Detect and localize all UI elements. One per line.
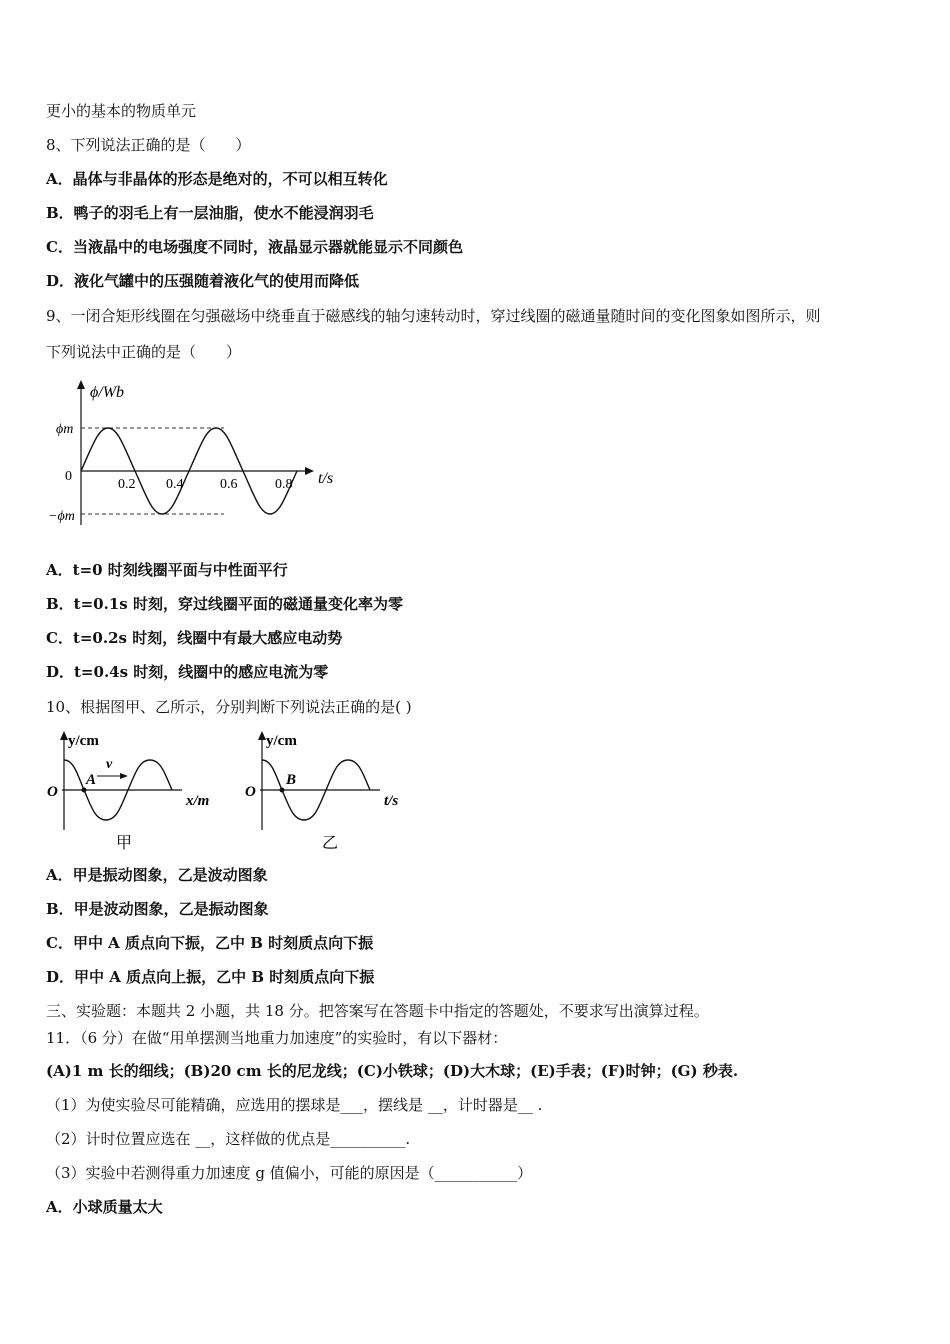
question-8-option-a: A．晶体与非晶体的形态是绝对的，不可以相互转化 [46, 170, 388, 188]
tick-label-0.8: 0.8 [275, 477, 293, 492]
question-11-materials: (A)1 m 长的细线；(B)20 cm 长的尼龙线；(C)小铁球；(D)大木球；(E)手表；(F)时钟；(G) 秒表. [46, 1062, 739, 1080]
caption-yi: 乙 [322, 835, 339, 852]
question-8-stem: 8、下列说法正确的是（ ） [46, 136, 251, 154]
point-b-marker [280, 788, 285, 793]
tick-label-0.4: 0.4 [166, 477, 184, 492]
question-10-stem: 10、根据图甲、乙所示，分别判断下列说法正确的是( ) [46, 698, 412, 716]
y-axis-label: y/cm [266, 733, 297, 749]
point-a-marker [82, 788, 87, 793]
origin-label: O [245, 784, 256, 800]
point-a-label: A [86, 772, 97, 788]
origin-label: O [47, 784, 58, 800]
x-axis-arrow [305, 467, 314, 475]
tick-label-0.6: 0.6 [220, 477, 238, 492]
question-11-option-a: A．小球质量太大 [46, 1198, 163, 1216]
question-10-option-c: C．甲中 A 质点向下振，乙中 B 时刻质点向下振 [46, 934, 374, 952]
y-axis-label: y/cm [68, 733, 99, 749]
question-10-option-d: D．甲中 A 质点向上振，乙中 B 时刻质点向下振 [46, 968, 375, 986]
vibration-graph-yi [242, 728, 432, 856]
wave-graph-jia [44, 728, 234, 856]
question-9-option-c: C．t=0.2s 时刻，线圈中有最大感应电动势 [46, 629, 343, 647]
question-9-stem-line2: 下列说法中正确的是（ ） [46, 343, 242, 361]
question-10-option-a: A．甲是振动图象，乙是波动图象 [46, 866, 268, 884]
phi-max-label: ϕm [56, 422, 74, 437]
velocity-arrowhead [120, 773, 128, 779]
phi-min-label: −ϕm [48, 509, 75, 524]
question-9-option-a: A．t=0 时刻线圈平面与中性面平行 [46, 561, 288, 579]
question-9-option-b: B．t=0.1s 时刻，穿过线圈平面的磁通量变化率为零 [46, 595, 403, 613]
flux-time-graph [46, 375, 366, 535]
y-axis-arrow [60, 731, 68, 740]
origin-label: 0 [65, 469, 72, 484]
question-9-stem-line1: 9、一闭合矩形线圈在匀强磁场中绕垂直于磁感线的轴匀速转动时，穿过线圈的磁通量随时间的变化图象如图所示，则 [46, 307, 821, 325]
caption-jia: 甲 [116, 835, 133, 852]
section-3-heading: 三、实验题：本题共 2 小题，共 18 分。把答案写在答题卡中指定的答题处，不要求写出演算过程。 [46, 1002, 709, 1020]
tick-label-0.2: 0.2 [118, 477, 136, 492]
velocity-label: v [106, 757, 113, 772]
x-axis-label: t/s [318, 470, 334, 487]
question-11-stem: 11．（6 分）在做“用单摆测当地重力加速度”的实验时，有以下器材： [46, 1029, 508, 1047]
question-8-option-c: C．当液晶中的电场强度不同时，液晶显示器就能显示不同颜色 [46, 238, 463, 256]
question-11-part-2: （2）计时位置应选在 __，这样做的优点是__________. [46, 1130, 411, 1148]
text-line-continuation: 更小的基本的物质单元 [46, 102, 197, 120]
question-8-option-b: B．鸭子的羽毛上有一层油脂，使水不能浸润羽毛 [46, 204, 374, 222]
question-10-option-b: B．甲是波动图象，乙是振动图象 [46, 900, 269, 918]
y-axis-arrow [258, 731, 266, 740]
y-axis-arrow [77, 380, 85, 389]
point-b-label: B [286, 772, 297, 788]
x-axis-label: t/s [384, 793, 399, 809]
y-axis-label: ϕ/Wb [90, 384, 125, 401]
question-8-option-d: D．液化气罐中的压强随着液化气的使用而降低 [46, 272, 360, 290]
x-axis-label: x/m [186, 793, 210, 809]
question-11-part-3: （3）实验中若测得重力加速度 g 值偏小，可能的原因是（___________） [46, 1164, 533, 1182]
question-11-part-1: （1）为使实验尽可能精确，应选用的摆球是___，摆线是 __，计时器是__ . [46, 1096, 543, 1114]
question-9-option-d: D．t=0.4s 时刻，线圈中的感应电流为零 [46, 663, 329, 681]
